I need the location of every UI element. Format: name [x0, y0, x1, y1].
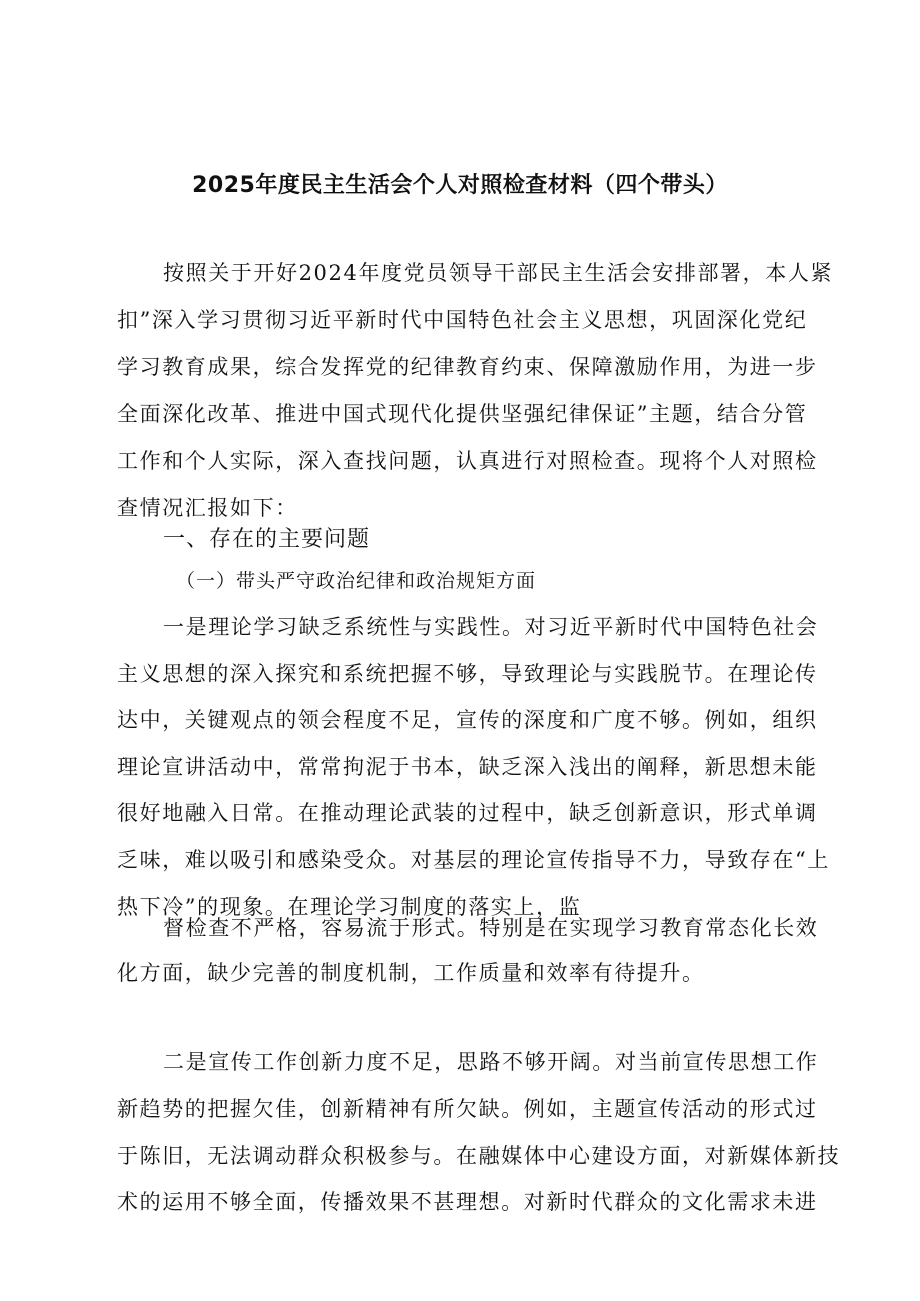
body-line: 达中，关键观点的领会程度不足，宣传的深度和广度不够。例如，组织 [117, 708, 818, 732]
body-line: 乏味，难以吸引和感染受众。对基层的理论宣传指导不力，导致存在“上 [117, 848, 830, 872]
body-line: 术的运用不够全面，传播效果不甚理想。对新时代群众的文化需求未进 [117, 1190, 818, 1214]
intro-line: 扣”深入学习贯彻习近平新时代中国特色社会主义思想，巩固深化党纪 [117, 308, 808, 332]
section-heading: 一、存在的主要问题 [163, 527, 371, 552]
body-line: 一是理论学习缺乏系统性与实践性。对习近平新时代中国特色社会 [163, 615, 819, 639]
body-line: 督检查不严格，容易流于形式。特别是在实现学习教育常态化长效 [163, 916, 819, 940]
subsection-heading: （一）带头严守政治纪律和政治规矩方面 [176, 570, 537, 592]
intro-line: 学习教育成果，综合发挥党的纪律教育约束、保障激励作用，为进一步 [117, 355, 818, 379]
body-line: 于陈旧，无法调动群众积极参与。在融媒体中心建设方面，对新媒体新技 [117, 1144, 841, 1168]
body-line: 热下冷”的现象。在理论学习制度的落实上，监 [117, 895, 582, 919]
intro-line: 按照关于开好2024年度党员领导干部民主生活会安排部署，本人紧 [163, 261, 834, 285]
intro-line: 查情况汇报如下： [117, 496, 298, 520]
intro-line: 全面深化改革、推进中国式现代化提供坚强纪律保证”主题，结合分管 [117, 402, 808, 426]
body-line: 化方面，缺少完善的制度机制，工作质量和效率有待提升。 [117, 961, 705, 985]
intro-line: 工作和个人实际，深入查找问题，认真进行对照检查。现将个人对照检 [117, 449, 818, 473]
body-line: 理论宣讲活动中，常常拘泥于书本，缺乏深入浅出的阐释，新思想未能 [117, 755, 818, 779]
document-title: 2025年度民主生活会个人对照检查材料（四个带头） [192, 173, 728, 198]
body-line: 很好地融入日常。在推动理论武装的过程中，缺乏创新意识，形式单调 [117, 801, 818, 825]
body-line: 二是宣传工作创新力度不足，思路不够开阔。对当前宣传思想工作 [163, 1050, 819, 1074]
body-line: 主义思想的深入探究和系统把握不够，导致理论与实践脱节。在理论传 [117, 662, 818, 686]
body-line: 新趋势的把握欠佳，创新精神有所欠缺。例如，主题宣传活动的形式过 [117, 1097, 818, 1121]
